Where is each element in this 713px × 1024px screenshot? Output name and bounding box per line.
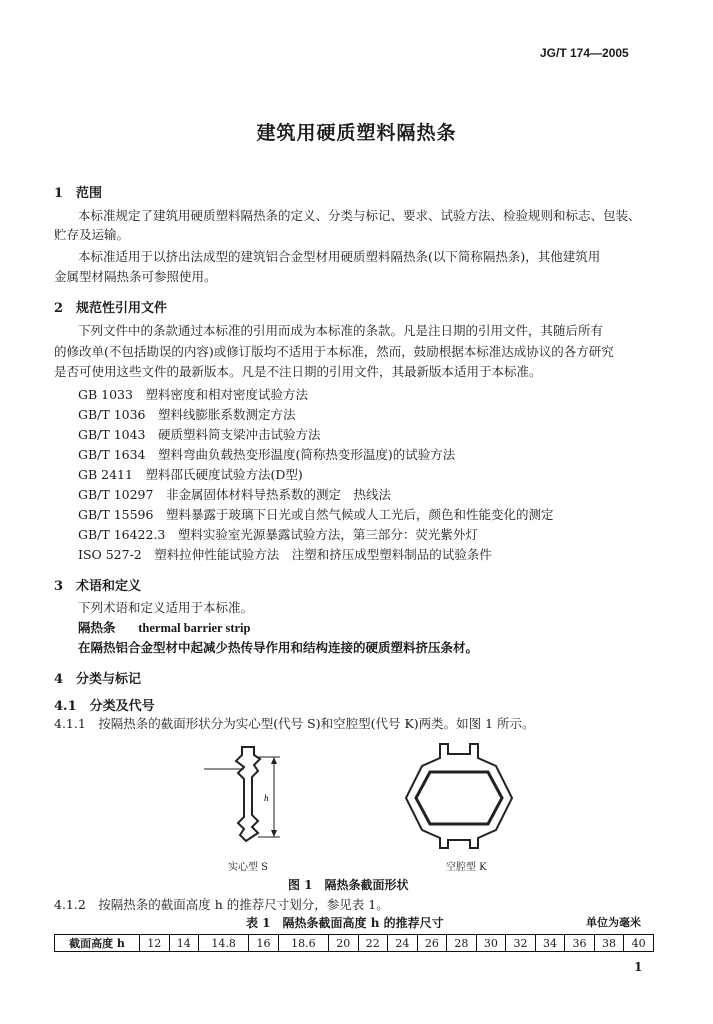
section-3-intro: 下列术语和定义适用于本标准。	[78, 600, 254, 615]
page-number: 1	[634, 960, 643, 974]
reference-item: GB/T 16422.3 塑料实验室光源暴露试验方法，第三部分：荧光紫外灯	[78, 527, 478, 542]
reference-item: GB 2411 塑料邵氏硬度试验方法(D型)	[78, 467, 303, 482]
section-1-para2-line1: 本标准适用于以挤出法成型的建筑铝合金型材用硬质塑料隔热条(以下简称隔热条)，其他建筑用	[78, 249, 601, 264]
section-2-intro-line2: 的修改单(不包括勘误的内容)或修订版均不适用于本标准，然而，鼓励根据本标准达成协议的各方研究	[54, 344, 614, 359]
section-1-para1-line2: 贮存及运输。	[54, 227, 130, 242]
table-cell: 28	[447, 935, 477, 952]
reference-item: GB/T 10297 非金属固体材料导热系数的测定 热线法	[78, 487, 391, 502]
table-cell: 16	[249, 935, 279, 952]
table-cell: 14.8	[199, 935, 249, 952]
term-definition: 在隔热铝合金型材中起减少热传导作用和结构连接的硬质塑料挤压条材。	[78, 640, 479, 655]
section-4-1-heading: 4.1 分类及代号	[54, 699, 155, 714]
reference-item: GB/T 1043 硬质塑料简支梁冲击试验方法	[78, 427, 321, 442]
table-cell: 14	[169, 935, 199, 952]
table-cell: 32	[506, 935, 536, 952]
standard-number: JG/T 174—2005	[540, 46, 629, 60]
reference-item: ISO 527-2 塑料拉伸性能试验方法 注塑和挤压成型塑料制品的试验条件	[78, 547, 492, 562]
hollow-strip-outer	[406, 744, 512, 848]
term-line	[78, 619, 250, 637]
term-chinese: 隔热条	[78, 620, 116, 635]
section-1-para1-line1: 本标准规定了建筑用硬质塑料隔热条的定义、分类与标记、要求、试验方法、检验规则和标志、包装、	[78, 208, 641, 223]
table-row	[55, 935, 654, 952]
section-4-1-2-text: 4.1.2 按隔热条的截面高度 h 的推荐尺寸划分，参见表 1。	[54, 897, 389, 912]
section-1-para2-line2: 金属型材隔热条可参照使用。	[54, 269, 217, 284]
reference-item: GB/T 1036 塑料线膨胀系数测定方法	[78, 407, 296, 422]
table-caption: 表 1 隔热条截面高度 h 的推荐尺寸	[246, 916, 444, 930]
solid-strip-outline	[236, 747, 260, 841]
reference-item: GB/T 15596 塑料暴露于玻璃下日光或自然气候或人工光后，颜色和性能变化的测定	[78, 507, 554, 522]
dim-arrow-bottom	[271, 830, 277, 837]
section-1-heading: 1 范围	[54, 186, 103, 201]
section-4-1-1-text: 4.1.1 按隔热条的截面形状分为实心型(代号 S)和空腔型(代号 K)两类。如图 1 所示。	[54, 716, 535, 731]
table-head-cell: 截面高度 h	[55, 935, 140, 952]
table-unit: 单位为毫米	[586, 916, 641, 929]
reference-item: GB 1033 塑料密度和相对密度试验方法	[78, 387, 308, 402]
table-cell: 22	[358, 935, 388, 952]
term-english: thermal barrier strip	[138, 621, 251, 635]
section-4-heading: 4 分类与标记	[54, 672, 142, 687]
solid-label: 实心型 S	[228, 862, 269, 873]
section-3-heading: 3 术语和定义	[54, 579, 142, 594]
table-cell: 38	[594, 935, 624, 952]
reference-item: GB/T 1634 塑料弯曲负载热变形温度(简称热变形温度)的试验方法	[78, 447, 456, 462]
section-2-intro-line3: 是否可使用这些文件的最新版本。凡是不注日期的引用文件，其最新版本适用于本标准。	[54, 364, 542, 379]
recommended-height-table	[54, 934, 654, 952]
table-cell: 18.6	[278, 935, 328, 952]
section-2-heading: 2 规范性引用文件	[54, 301, 168, 316]
table-cell: 24	[388, 935, 418, 952]
document-title: 建筑用硬质塑料隔热条	[256, 122, 457, 144]
figure-caption: 图 1 隔热条截面形状	[288, 878, 409, 892]
dim-label: h	[264, 793, 269, 803]
table-cell: 20	[329, 935, 359, 952]
hollow-strip-inner	[416, 772, 502, 824]
table-cell: 34	[535, 935, 565, 952]
table-cell: 40	[624, 935, 654, 952]
table-cell: 36	[565, 935, 595, 952]
dim-arrow-top	[271, 757, 277, 764]
solid-section-figure	[200, 745, 300, 845]
hollow-section-figure	[400, 740, 520, 855]
hollow-label: 空腔型 K	[446, 862, 487, 873]
table-cell: 12	[140, 935, 170, 952]
table-cell: 30	[476, 935, 506, 952]
table-cell: 26	[417, 935, 447, 952]
section-2-intro-line1: 下列文件中的条款通过本标准的引用而成为本标准的条款。凡是注日期的引用文件，其随后所有	[78, 323, 604, 338]
